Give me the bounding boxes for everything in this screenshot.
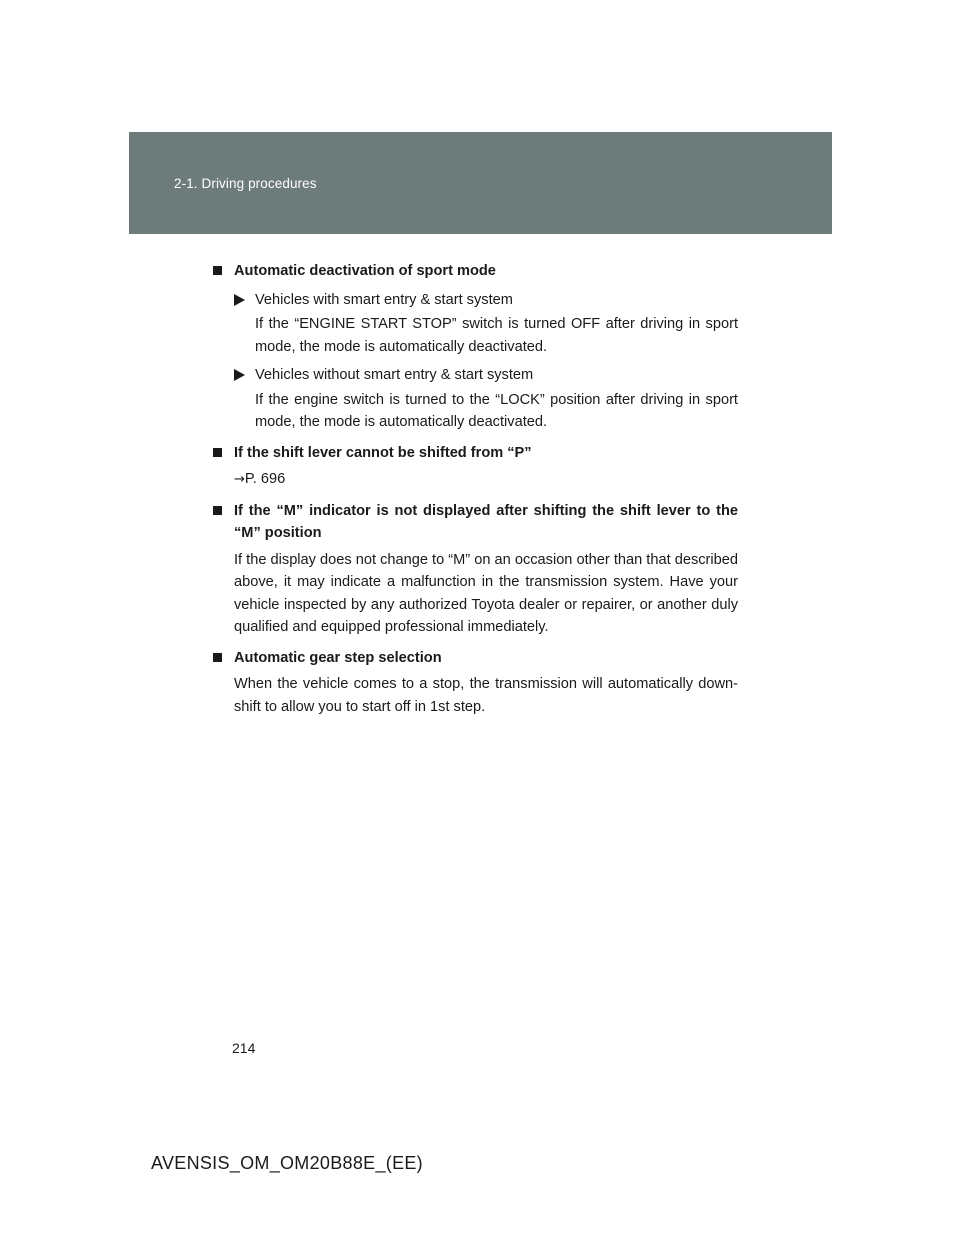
page-content <box>212 260 738 718</box>
paragraph: If the engine switch is turned to the “LOCK” position after driving in sport mode, the mode is automatically deactivated. <box>255 391 738 430</box>
page-reference[interactable]: →P. 696 <box>234 471 286 487</box>
section-heading: If the “M” indicator is not displayed after shifting the shift lever to the “M” position <box>212 500 738 545</box>
triangle-bullet-icon <box>234 294 245 306</box>
triangle-bullet-icon <box>234 369 245 381</box>
section-heading: If the shift lever cannot be shifted from “P” <box>212 442 738 465</box>
paragraph: If the display does not change to “M” on an occasion other than that described above, it may indicate a malfunction in the transmission system. Have your vehicle inspected by any authorized Toyota dealer or repairer, or another duly qualified and equipped professional immediately. <box>234 551 738 635</box>
paragraph: When the vehicle comes to a stop, the transmission will automatically down-shift to allow you to start off in 1st step. <box>234 676 738 715</box>
arrow-right-icon: → <box>234 472 245 487</box>
paragraph: If the “ENGINE START STOP” switch is turned OFF after driving in sport mode, the mode is automatically deactivated. <box>255 316 738 355</box>
page-number: 214 <box>232 1040 256 1056</box>
section-heading: Automatic deactivation of sport mode <box>212 260 738 283</box>
sub-heading: Vehicles with smart entry & start system <box>234 289 738 312</box>
sub-heading: Vehicles without smart entry & start system <box>234 364 738 387</box>
bullet-square-icon <box>213 653 222 662</box>
document-code: AVENSIS_OM_OM20B88E_(EE) <box>151 1153 423 1173</box>
section-heading: Automatic gear step selection <box>212 647 738 670</box>
bullet-square-icon <box>213 506 222 515</box>
section-title: 2-1. Driving procedures <box>174 176 317 191</box>
bullet-square-icon <box>213 448 222 457</box>
bullet-square-icon <box>213 266 222 275</box>
